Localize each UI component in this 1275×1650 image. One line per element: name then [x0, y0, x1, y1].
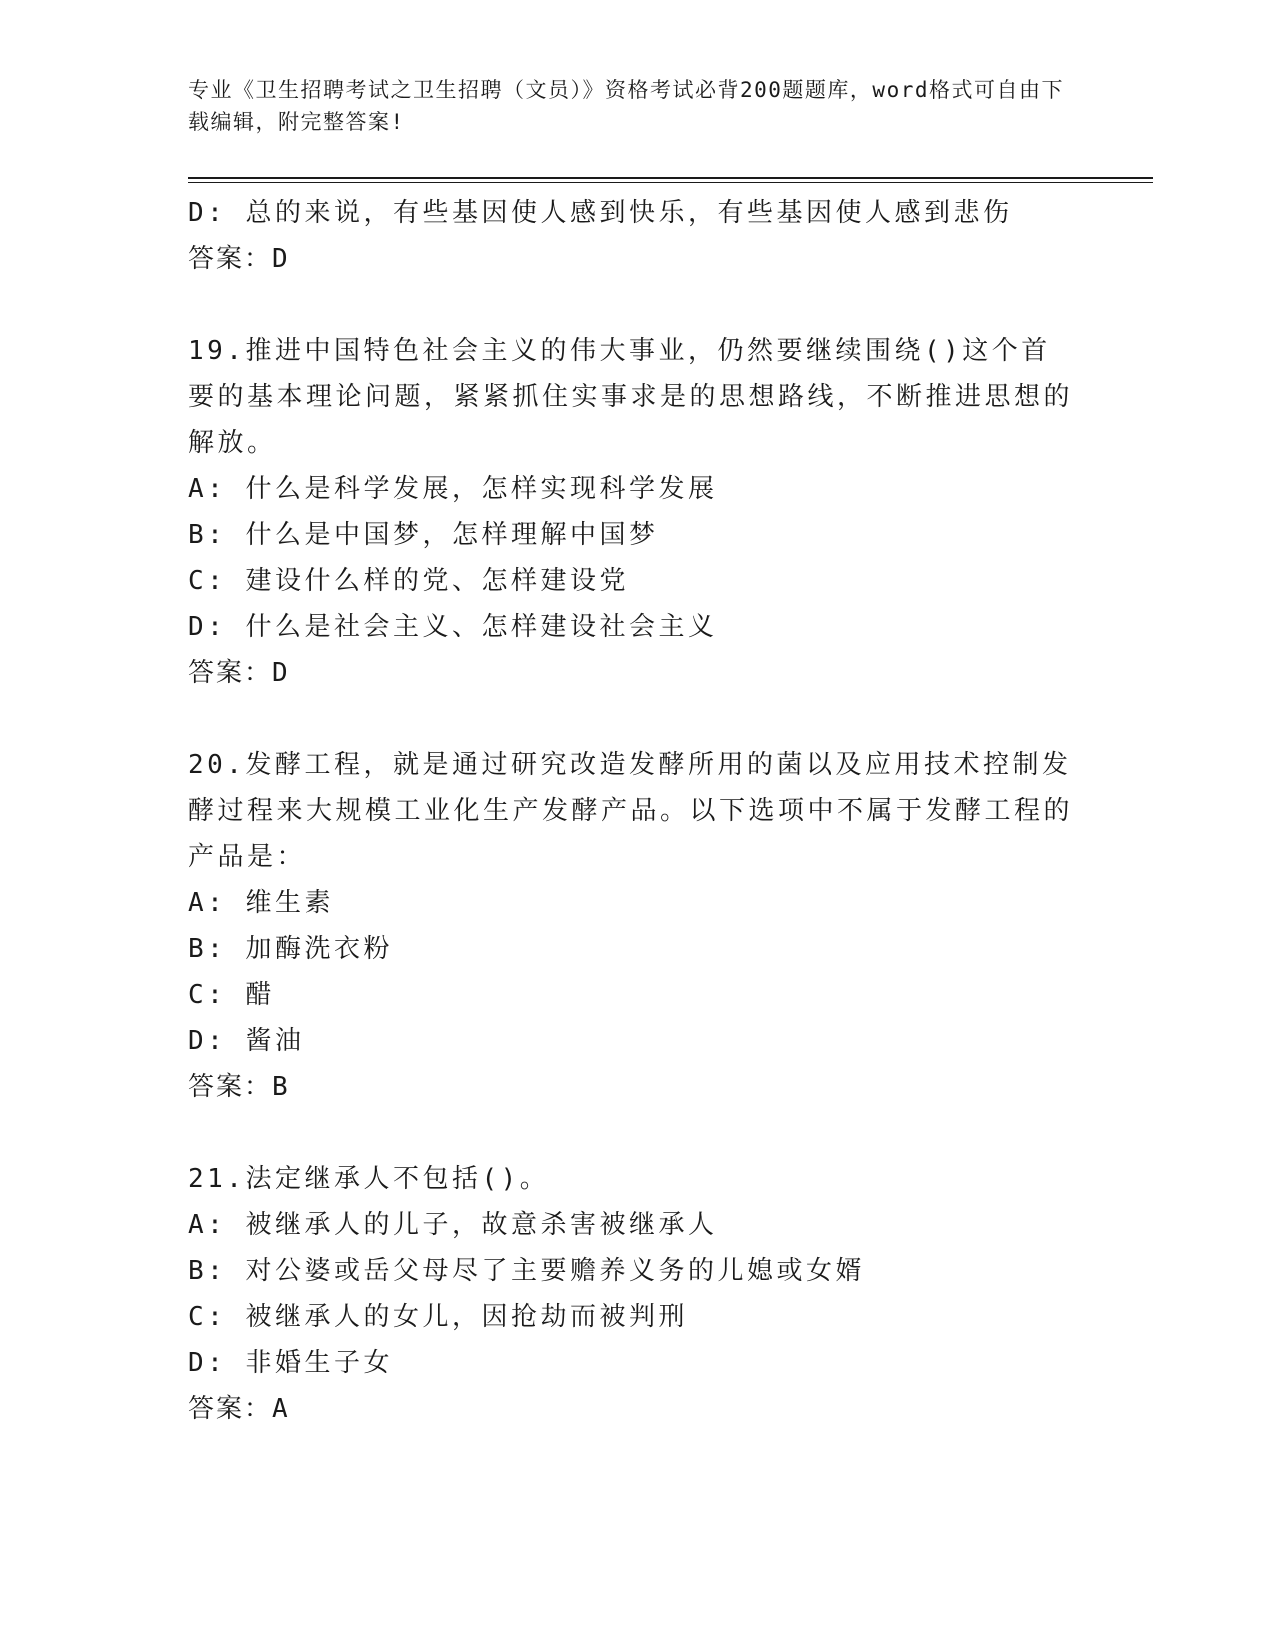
option-b: B: 对公婆或岳父母尽了主要赡养义务的儿媳或女婿 — [188, 1256, 865, 1286]
option-b: B: 什么是中国梦，怎样理解中国梦 — [188, 520, 659, 550]
answer-line: 答案：D — [188, 658, 290, 688]
option-a: A: 维生素 — [188, 888, 334, 918]
option-c: C: 醋 — [188, 980, 275, 1010]
option-c: C: 建设什么样的党、怎样建设党 — [188, 566, 629, 596]
header-divider-thick — [188, 177, 1153, 179]
option-b: B: 加酶洗衣粉 — [188, 934, 393, 964]
question-21 — [188, 1156, 1078, 1432]
answer-line: 答案：D — [188, 244, 290, 274]
question-stem: 21.法定继承人不包括()。 — [188, 1164, 550, 1194]
header-divider-thin — [188, 182, 1153, 183]
answer-line: 答案：B — [188, 1072, 290, 1102]
option-c: C: 被继承人的女儿，因抢劫而被判刑 — [188, 1302, 688, 1332]
option-d: D: 总的来说，有些基因使人感到快乐，有些基因使人感到悲伤 — [188, 198, 1013, 228]
previous-question-tail — [188, 190, 1078, 282]
option-a: A: 被继承人的儿子，故意杀害被继承人 — [188, 1210, 718, 1240]
document-header — [188, 74, 1068, 138]
header-title: 专业《卫生招聘考试之卫生招聘（文员）》资格考试必背200题题库，word格式可自由下载编辑，附完整答案! — [188, 78, 1064, 134]
question-content — [188, 190, 1078, 1432]
option-d: D: 非婚生子女 — [188, 1348, 393, 1378]
option-a: A: 什么是科学发展，怎样实现科学发展 — [188, 474, 718, 504]
question-19 — [188, 328, 1078, 696]
option-d: D: 什么是社会主义、怎样建设社会主义 — [188, 612, 718, 642]
option-d: D: 酱油 — [188, 1026, 305, 1056]
question-20 — [188, 742, 1078, 1110]
question-stem: 20.发酵工程，就是通过研究改造发酵所用的菌以及应用技术控制发酵过程来大规模工业化生产发酵产品。以下选项中不属于发酵工程的产品是： — [188, 750, 1074, 872]
question-stem: 19.推进中国特色社会主义的伟大事业，仍然要继续围绕()这个首要的基本理论问题，紧紧抓住实事求是的思想路线，不断推进思想的解放。 — [188, 336, 1074, 458]
answer-line: 答案：A — [188, 1394, 290, 1424]
